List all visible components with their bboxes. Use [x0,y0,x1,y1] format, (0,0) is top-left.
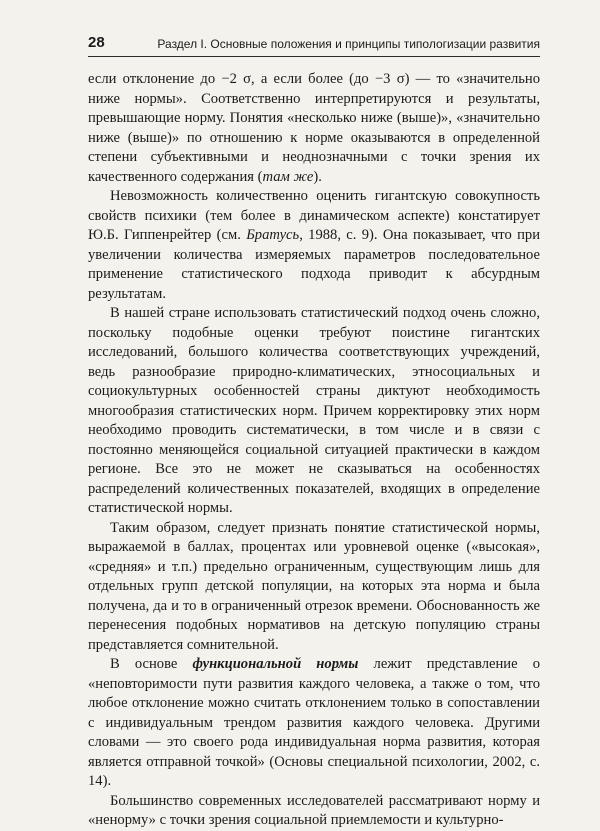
page-number: 28 [88,34,105,51]
paragraph-6: Большинство современных исследователей рассматривают норму и «ненорму» с точки зрения социальной приемлемости и культурно- [88,792,540,828]
italic-ref: там же [262,168,314,185]
paragraph-5: В основе функциональной нормы лежит представление о «неповторимости пути развития каждого человека, а также о том, что любое отклонение можно считать отклонением только в сопоставлении с индивидуальным трендом развития каждого человека. Другими словами — это своего рода индивидуальная норма развития, которая является отправной точкой» (Основы специальной психологии, 2002, с. 14). [88,656,541,789]
paragraph-3: В нашей стране использовать статистический подход очень сложно, поскольку подобные оценки требуют поистине гигантских исследований, большого количества соответствующих учреждений, ведь разнообразие природно-климатических, этносоциальных и социокультурных особенностей страны диктуют необходимость многообразия статистических норм. Причем корректировку этих норм необходимо проводить систематически, в том числе и в связи с постоянно меняющейся социальной ситуацией практически в каждом регионе. Все это не может не сказываться на особенностях распределений количественных показателей, входящих в определение статистической нормы. [88,305,540,516]
key-term: функциональной нормы [192,656,359,672]
paragraph-4: Таким образом, следует признать понятие статистической нормы, выражаемой в баллах, процентах или уровневой оценке («высокая», «средняя» и т.п.) предельно ограниченным, существующим лишь для отдельных групп детской популяции, на которых эта норма и была получена, да и то в ограниченный отрезок времени. Обоснованность же перенесения подобных нормативов на детскую популяцию страны представляется сомнительной. [88,519,540,653]
running-header [88,34,540,57]
italic-ref: Братусь [246,227,300,243]
paragraph-2: Невозможность количественно оценить гигантскую совокупность свойств психики (тем более в динамическом аспекте) констатирует Ю.Б. Гиппенрейтер (см. Братусь, 1988, с. 9). Она показывает, что при увеличении количества измеряемых параметров последовательное применение статистического подхода приводит к абсурдным результатам. [88,188,541,302]
running-title: Раздел I. Основные положения и принципы типологизации развития [157,37,540,51]
paragraph-1: если отклонение до −2 σ, а если более (до −3 σ) — то «значительно ниже нормы». Соответственно интерпретируются и результаты, превышающие норму. Понятия «несколько ниже (выше)», «значительно ниже (выше)» по отношению к норме оказываются в определенной степени субъективными и неоднозначными с точки зрения их качественного содержания (там же). [88,71,540,185]
body-text [88,70,540,831]
